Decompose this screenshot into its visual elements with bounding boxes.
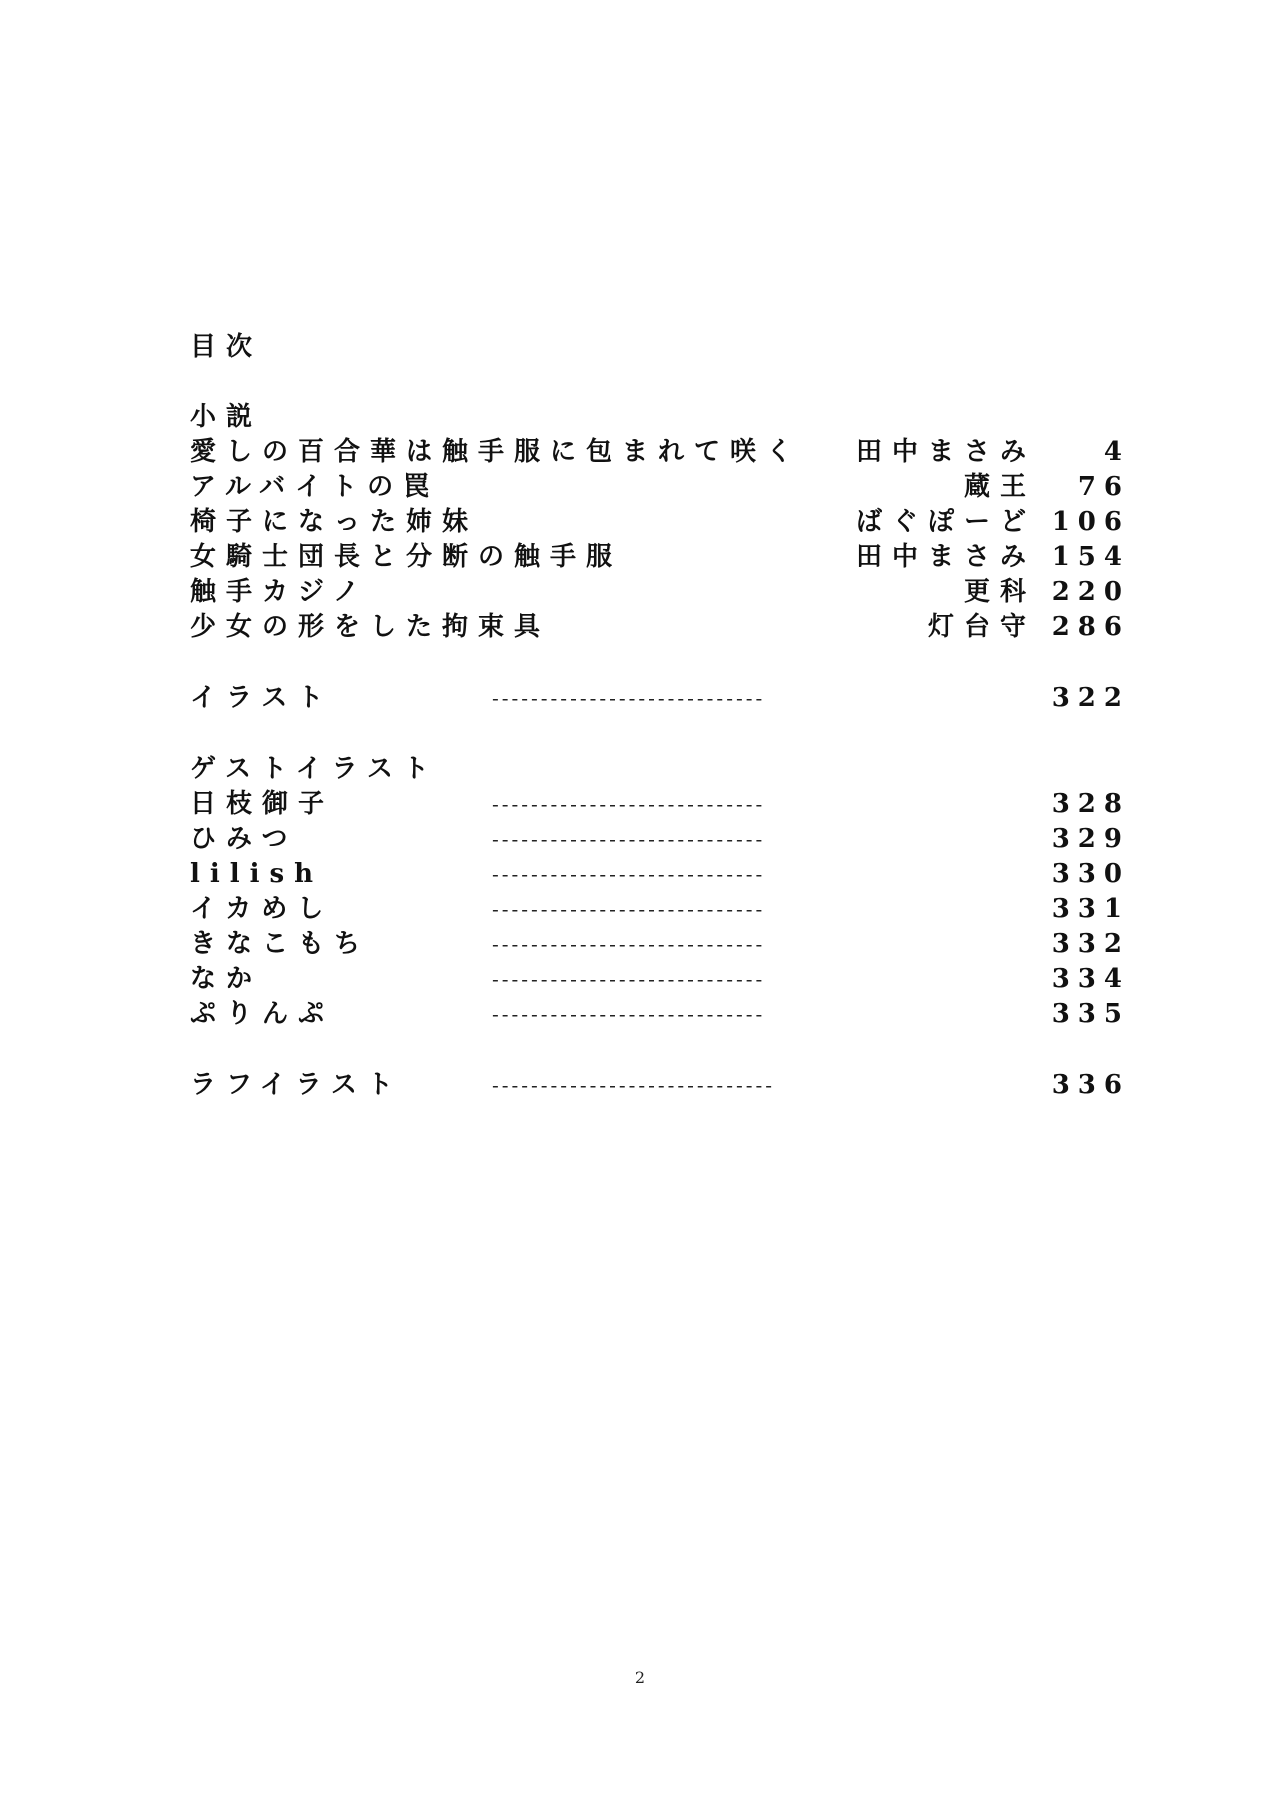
entry-title: ぷりんぷ [190,999,335,1029]
toc-entry-illust [190,681,1130,716]
entry-author: 更科 [963,577,1036,607]
entry-title: イラスト [190,683,334,713]
entry-author: ばぐぽーど [855,507,1036,537]
toc-entry-guest [190,857,1130,892]
dot-leader: ----------------------------- [492,1073,775,1097]
toc-entry-novel [190,435,1130,470]
entry-title: なか [190,964,263,994]
toc-title: 目次 [190,332,263,362]
entry-title: 女騎士団長と分断の触手服 [190,542,623,572]
entry-page: 220 [1051,577,1130,607]
entry-page: 76 [1077,472,1130,502]
novels-heading: 小説 [190,402,263,432]
entry-title: ラフイラスト [190,1070,403,1100]
page-number: 2 [634,1668,646,1687]
entry-page: 331 [1051,894,1130,924]
entry-author: 蔵王 [963,472,1036,502]
entry-author: 田中まさみ [855,542,1036,572]
entry-page: 334 [1051,964,1130,994]
toc-entry-novel [190,575,1130,610]
entry-page: 286 [1051,612,1130,642]
toc-entry-novel [190,540,1130,575]
entry-title: きなこもち [190,929,371,959]
dot-leader: ---------------------------- [492,862,766,886]
entry-page: 322 [1051,683,1130,713]
entry-title: イカめし [190,894,334,924]
guest-illust-heading: ゲストイラスト [190,754,439,784]
toc-entry-guest [190,962,1130,997]
entry-title: 日枝御子 [190,789,335,819]
entry-title: 少女の形をした拘束具 [190,612,551,642]
entry-title: ひみつ [190,824,298,854]
toc-entry-novel [190,470,1130,505]
dot-leader: ---------------------------- [492,1002,766,1026]
spacer [190,716,1120,752]
entry-page: 106 [1051,507,1130,537]
toc-entry-guest [190,822,1130,857]
entry-page: 154 [1051,542,1130,572]
entry-title: 愛しの百合華は触手服に包まれて咲く [190,437,803,467]
entry-page: 330 [1051,859,1130,889]
toc-entry-novel [190,505,1130,540]
entry-page: 328 [1051,789,1130,819]
toc-entry-guest [190,787,1130,822]
dot-leader: ---------------------------- [492,967,766,991]
entry-author: 灯台守 [927,612,1036,642]
entry-title: 触手カジノ [190,577,369,607]
entry-page: 4 [1103,437,1130,467]
dot-leader: ---------------------------- [492,686,766,710]
spacer [190,1032,1120,1068]
dot-leader: ---------------------------- [492,897,766,921]
table-of-contents [190,330,1130,1103]
entry-page: 332 [1051,929,1130,959]
dot-leader: ---------------------------- [492,932,766,956]
toc-entry-guest [190,927,1130,962]
toc-entry-guest [190,892,1130,927]
spacer [190,365,1120,400]
entry-title: アルバイトの罠 [190,472,440,502]
dot-leader: ---------------------------- [492,827,766,851]
entry-title: lilish [190,859,324,889]
toc-entry-novel [190,610,1130,645]
entry-author: 田中まさみ [855,437,1036,467]
toc-entry-guest [190,997,1130,1032]
entry-page: 336 [1051,1070,1130,1100]
entry-title: 椅子になった姉妹 [190,507,479,537]
entry-page: 335 [1051,999,1130,1029]
dot-leader: ---------------------------- [492,792,766,816]
spacer [190,645,1120,681]
entry-page: 329 [1051,824,1130,854]
toc-entry-rough-illust [190,1068,1130,1103]
